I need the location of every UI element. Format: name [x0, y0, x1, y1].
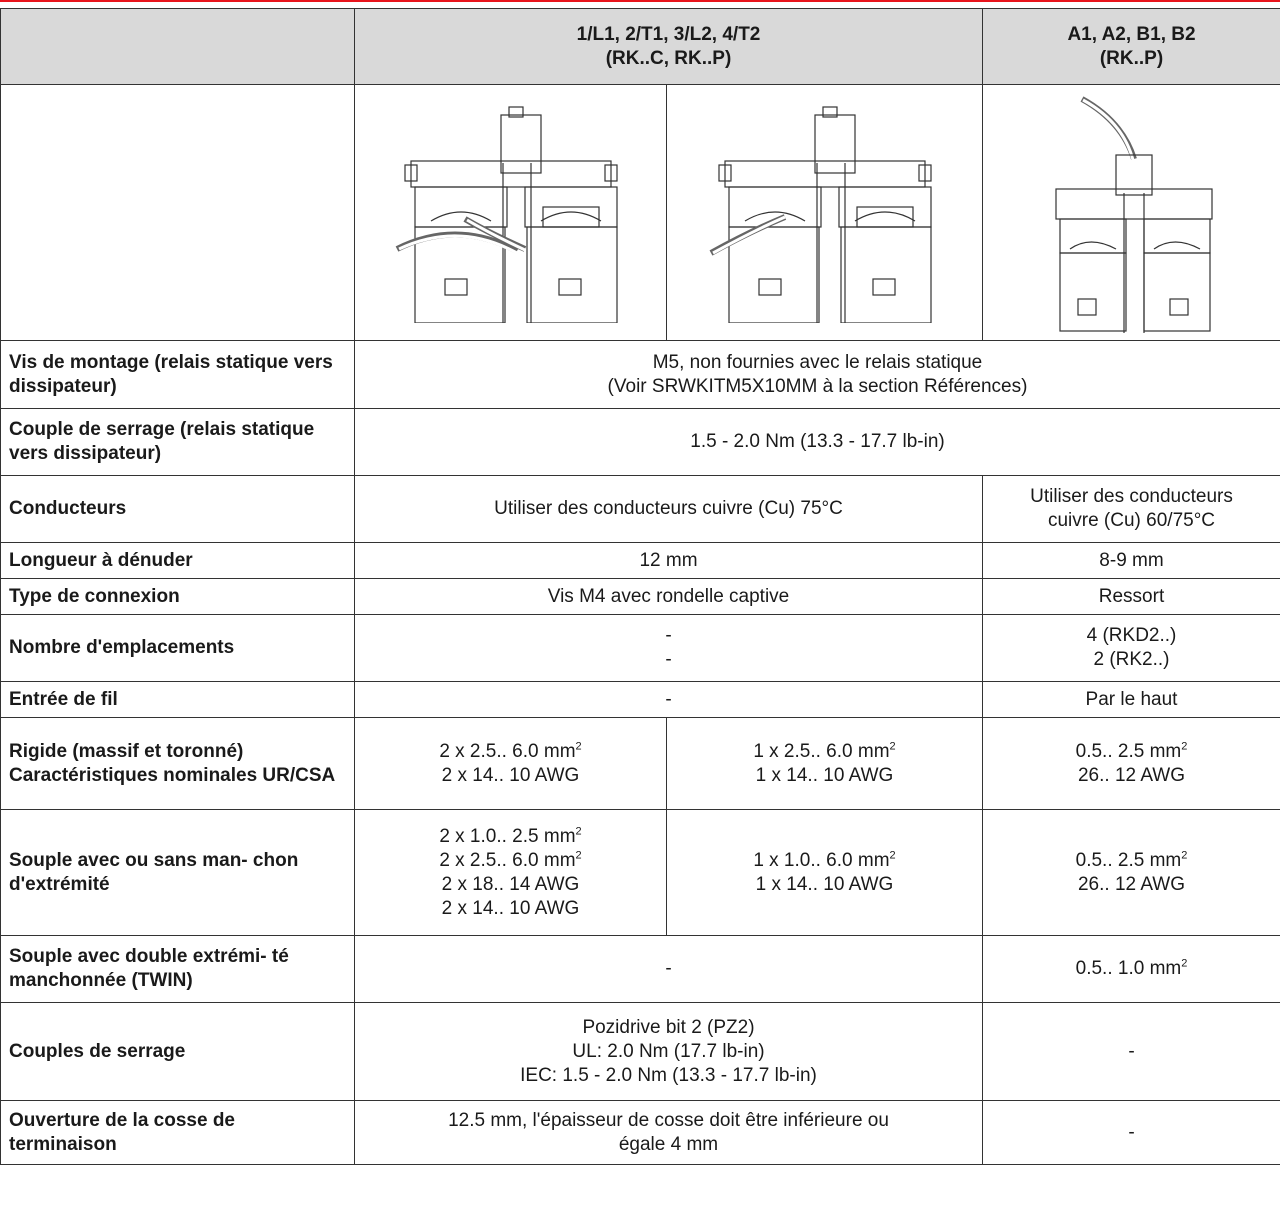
conductors-power-value: Utiliser des conducteurs cuivre (Cu) 75°C	[355, 476, 983, 543]
rigid-single-value	[667, 718, 983, 810]
wire-entry-control-value: Par le haut	[983, 682, 1280, 718]
tightening-torque-line1: Pozidrive bit 2 (PZ2)	[582, 1016, 755, 1038]
rigid-double-line1: 2 x 2.5.. 6.0 $mm^2$	[439, 740, 582, 762]
terminal-spring-drawing	[1032, 93, 1232, 333]
header-power-terminals	[355, 9, 983, 85]
rigid-single-line2: 1 x 14.. 10 AWG	[755, 764, 894, 786]
conductors-control-line1: Utiliser des conducteurs	[1030, 486, 1233, 507]
row-slot-count	[1, 615, 1280, 682]
row-label-flexible-wire: Souple avec ou sans man- chon d'extrémité	[1, 810, 355, 936]
slot-count-power-value	[355, 615, 983, 682]
drawing-row	[1, 85, 1280, 341]
flexible-spring-line2: 26.. 12 AWG	[1077, 873, 1185, 895]
tightening-torque-control-value: -	[983, 1003, 1280, 1101]
lug-opening-power-value	[355, 1101, 983, 1165]
rigid-double-line2: 2 x 14.. 10 AWG	[441, 764, 580, 786]
connection-type-power-value: Vis M4 avec rondelle captive	[355, 579, 983, 615]
row-strip-length	[1, 543, 1280, 579]
rigid-double-value	[355, 718, 667, 810]
header-power-terminals-line2: (RK..C, RK..P)	[605, 47, 732, 69]
row-wire-entry	[1, 682, 1280, 718]
row-mounting-torque	[1, 409, 1280, 476]
row-connection-type	[1, 579, 1280, 615]
row-label-wire-entry: Entrée de fil	[1, 682, 355, 718]
row-mounting-screws	[1, 341, 1280, 409]
rigid-spring-line2: 26.. 12 AWG	[1077, 764, 1185, 786]
wire-entry-power-value: -	[355, 682, 983, 718]
mounting-screws-line1: M5, non fournies avec le relais statique	[652, 351, 983, 373]
row-twin-ferrule	[1, 936, 1280, 1003]
tightening-torque-power-value	[355, 1003, 983, 1101]
row-label-slot-count: Nombre d'emplacements	[1, 615, 355, 682]
conductors-control-line2: cuivre (Cu) 60/75°C	[1047, 510, 1216, 531]
row-label-conductors: Conducteurs	[1, 476, 355, 543]
flexible-double-line3: 2 x 18.. 14 AWG	[441, 873, 580, 895]
header-power-terminals-line1: 1/L1, 2/T1, 3/L2, 4/T2	[576, 23, 761, 45]
row-rigid-wire	[1, 718, 1280, 810]
drawing-row-empty-cell	[1, 85, 355, 341]
lug-opening-line2: égale 4 mm	[618, 1133, 719, 1155]
tightening-torque-line2: UL: 2.0 Nm (17.7 lb-in)	[572, 1040, 765, 1062]
header-control-terminals-line2: (RK..P)	[1099, 47, 1164, 69]
top-accent-line	[0, 0, 1280, 2]
slot-count-control-line1: 4 (RKD2..)	[1086, 625, 1177, 646]
mounting-torque-value: 1.5 - 2.0 Nm (13.3 - 17.7 lb-in)	[355, 409, 1280, 476]
header-empty-cell	[1, 9, 355, 85]
twin-ferrule-control-value: 0.5.. 1.0 $mm^2$	[983, 936, 1280, 1003]
conductors-control-value	[983, 476, 1280, 543]
slot-count-power-line1: -	[665, 625, 672, 646]
flexible-double-line1: 2 x 1.0.. 2.5 $mm^2$	[439, 825, 582, 847]
mounting-screws-value	[355, 341, 1280, 409]
strip-length-control-value: 8-9 mm	[983, 543, 1280, 579]
flexible-single-line1: 1 x 1.0.. 6.0 $mm^2$	[753, 849, 896, 871]
twin-ferrule-power-value: -	[355, 936, 983, 1003]
tightening-torque-line3: IEC: 1.5 - 2.0 Nm (13.3 - 17.7 lb-in)	[520, 1064, 817, 1086]
header-row	[1, 9, 1280, 85]
row-label-strip-length: Longueur à dénuder	[1, 543, 355, 579]
connection-type-control-value: Ressort	[983, 579, 1280, 615]
row-flexible-wire	[1, 810, 1280, 936]
flexible-single-line2: 1 x 14.. 10 AWG	[755, 873, 894, 895]
row-label-tightening-torque: Couples de serrage	[1, 1003, 355, 1101]
terminal-double-wire-drawing	[391, 103, 631, 323]
row-tightening-torque	[1, 1003, 1280, 1101]
lug-opening-control-value: -	[983, 1101, 1280, 1165]
spec-table	[0, 8, 1280, 1165]
drawing-cell-double-wire	[355, 85, 667, 341]
flexible-single-value	[667, 810, 983, 936]
header-control-terminals-line1: A1, A2, B1, B2	[1067, 23, 1196, 45]
lug-opening-line1: 12.5 mm, l'épaisseur de cosse doit être inférieure ou	[448, 1109, 889, 1131]
flexible-spring-line1: 0.5.. 2.5 $mm^2$	[1075, 849, 1188, 871]
row-label-mounting-torque: Couple de serrage (relais statique vers dissipateur)	[1, 409, 355, 476]
row-lug-opening	[1, 1101, 1280, 1165]
slot-count-power-line2: -	[665, 649, 672, 670]
row-label-connection-type: Type de connexion	[1, 579, 355, 615]
rigid-spring-value	[983, 718, 1280, 810]
drawing-cell-spring-terminal	[983, 85, 1280, 341]
drawing-cell-single-wire	[667, 85, 983, 341]
row-label-mounting-screws: Vis de montage (relais statique vers dissipateur)	[1, 341, 355, 409]
row-label-rigid-wire: Rigide (massif et toronné) Caractéristiques nominales UR/CSA	[1, 718, 355, 810]
row-label-lug-opening: Ouverture de la cosse de terminaison	[1, 1101, 355, 1165]
flexible-double-line2: 2 x 2.5.. 6.0 $mm^2$	[439, 849, 582, 871]
mounting-screws-line2: (Voir SRWKITM5X10MM à la section Références)	[607, 375, 1028, 397]
flexible-double-value	[355, 810, 667, 936]
rigid-single-line1: 1 x 2.5.. 6.0 $mm^2$	[753, 740, 896, 762]
row-conductors	[1, 476, 1280, 543]
flexible-spring-value	[983, 810, 1280, 936]
terminal-single-wire-drawing	[705, 103, 945, 323]
strip-length-power-value: 12 mm	[355, 543, 983, 579]
row-label-twin-ferrule: Souple avec double extrémi- té manchonnée (TWIN)	[1, 936, 355, 1003]
slot-count-control-value	[983, 615, 1280, 682]
header-control-terminals	[983, 9, 1280, 85]
flexible-double-line4: 2 x 14.. 10 AWG	[441, 897, 580, 919]
rigid-spring-line1: 0.5.. 2.5 $mm^2$	[1075, 740, 1188, 762]
slot-count-control-line2: 2 (RK2..)	[1093, 649, 1170, 670]
